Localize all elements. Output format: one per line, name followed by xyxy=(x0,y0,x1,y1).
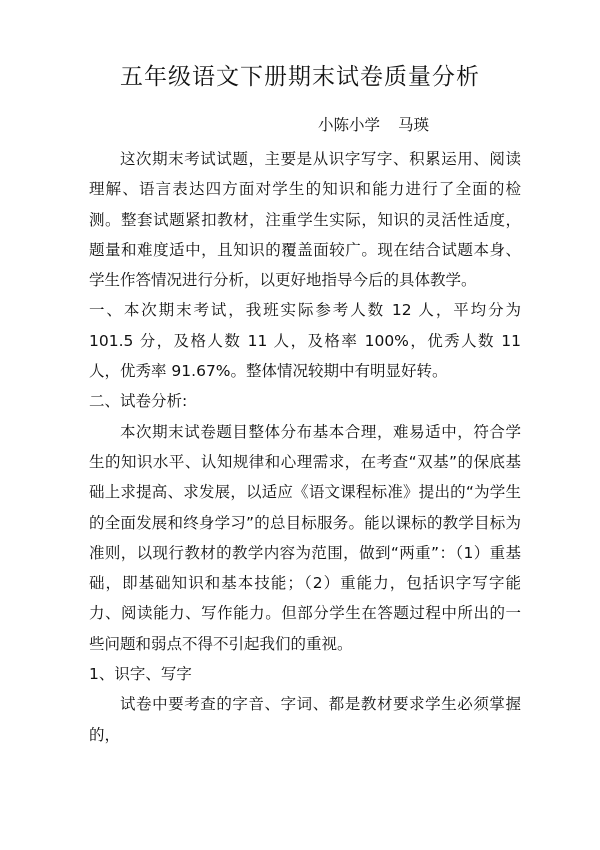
paragraph-section-one: 一、本次期末考试，我班实际参考人数 12 人，平均分为 101.5 分，及格人数 11 人，及格率 100%，优秀人数 11 人，优秀率 91.67%。整体情况较期中有明显好转。 xyxy=(89,301,521,381)
author-line xyxy=(318,114,429,136)
author-name: 马瑛 xyxy=(398,116,430,134)
paragraph-subsection-one: 试卷中要考查的字音、字词、都是教材要求学生必须掌握的， xyxy=(89,695,521,744)
heading-subsection-one: 1、识字、写字 xyxy=(89,665,192,684)
heading-section-two: 二、试卷分析: xyxy=(89,392,188,411)
document-title: 五年级语文下册期末试卷质量分析 xyxy=(120,64,480,90)
author-school: 小陈小学 xyxy=(318,116,381,134)
paragraph-intro: 这次期末考试试题，主要是从识字写字、积累运用、阅读理解、语言表达四方面对学生的知识和能力进行了全面的检测。整套试题紧扣教材，注重学生实际，知识的灵活性适度，题量和难度适中，且知识的覆盖面较广。现在结合试题本身、学生作答情况进行分析，以更好地指导今后的具体教学。 xyxy=(89,150,521,290)
document-body xyxy=(89,144,521,750)
paragraph-analysis: 本次期末试卷题目整体分布基本合理，难易适中，符合学生的知识水平、认知规律和心理需求，在考查“双基”的保底基础上求提高、求发展，以适应《语文课程标准》提出的“为学生的全面发展和终身学习”的总目标服务。能以课标的教学目标为准则，以现行教材的教学内容为范围，做到“两重”：（1）重基础，即基础知识和基本技能；（2）重能力，包括识字写字能力、阅读能力、写作能力。但部分学生在答题过程中所出的一些问题和弱点不得不引起我们的重视。 xyxy=(89,422,521,653)
